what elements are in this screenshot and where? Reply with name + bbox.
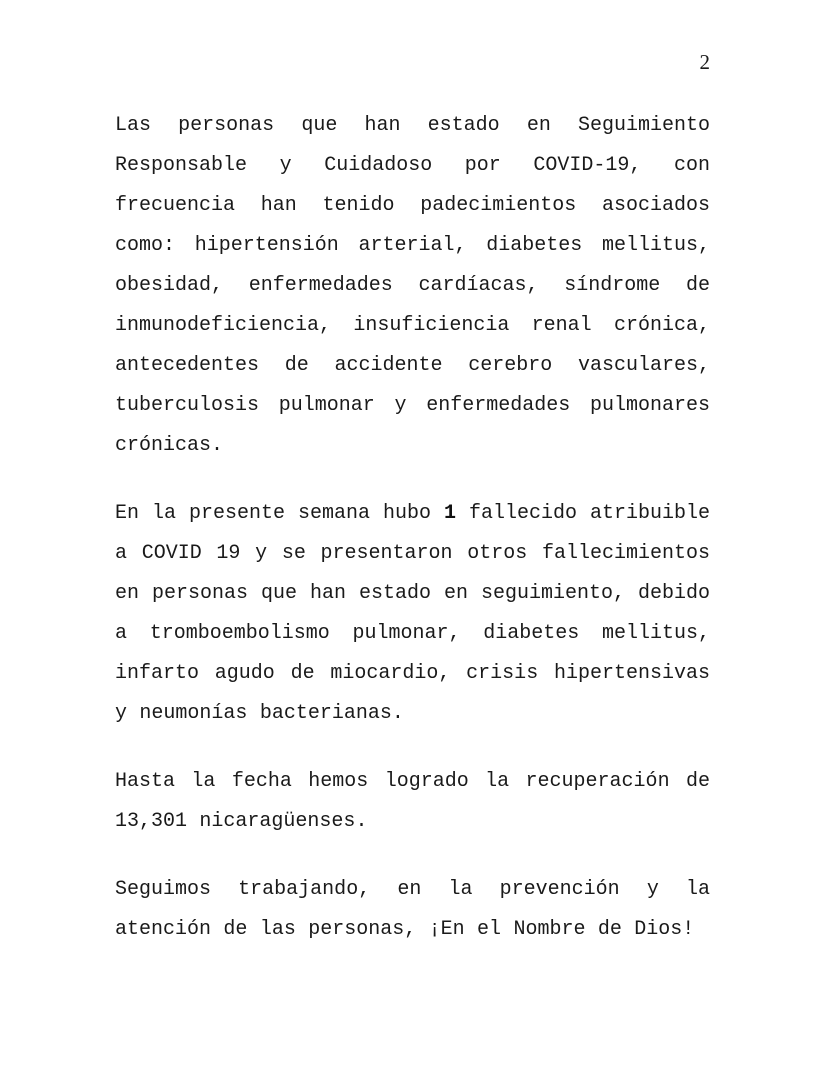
paragraph-weekly-deaths-text-after: fallecido atribuible a COVID 19 y se presentaron otros fallecimientos en personas que han estado en seguimiento, debido a tromboembolismo pulmonar, diabetes mellitus, infarto agudo de miocardio, crisis hipertensivas y neumonías bacterianas.: [115, 502, 710, 725]
paragraph-closing: [115, 870, 710, 950]
paragraph-closing-text: Seguimos trabajando, en la prevención y la atención de las personas, ¡En el Nombre de Dios!: [115, 878, 710, 941]
paragraph-weekly-deaths: [115, 494, 710, 734]
paragraph-followup-conditions: [115, 106, 710, 466]
paragraph-recovered: [115, 762, 710, 842]
document-body: [115, 106, 710, 950]
paragraph-weekly-deaths-text-before: En la presente semana hubo: [115, 502, 444, 525]
paragraph-followup-conditions-text: Las personas que han estado en Seguimiento Responsable y Cuidadoso por COVID-19, con frecuencia han tenido padecimientos asociados como: hipertensión arterial, diabetes mellitus, obesidad, enfermedades cardíacas, síndrome de inmunodeficiencia, insuficiencia renal crónica, antecedentes de accidente cerebro vasculares, tuberculosis pulmonar y enfermedades pulmonares crónicas.: [115, 114, 710, 457]
page-number: 2: [699, 50, 710, 74]
paragraph-recovered-text: Hasta la fecha hemos logrado la recuperación de 13,301 nicaragüenses.: [115, 770, 710, 833]
deceased-count: 1: [443, 502, 456, 525]
